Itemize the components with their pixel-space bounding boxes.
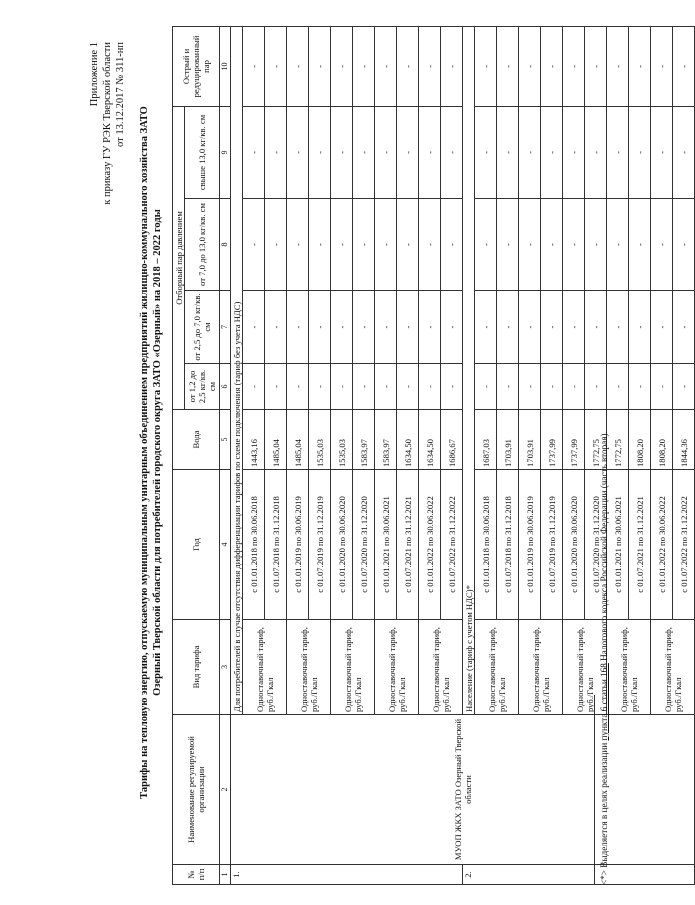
empty-value: -: [419, 291, 441, 364]
section-row: [231, 26, 243, 884]
empty-value: -: [375, 199, 397, 291]
empty-value: -: [497, 364, 519, 410]
header-sharp-steam: Острый и редуцированный пар: [173, 26, 220, 106]
empty-value: -: [309, 106, 331, 198]
empty-value: -: [585, 106, 607, 198]
empty-value: -: [287, 364, 309, 410]
header-org: Наименование регулируемой организации: [173, 715, 220, 865]
empty-value: -: [353, 291, 375, 364]
period: с 01.01.2020 по 30.06.2020: [563, 470, 585, 620]
empty-value: -: [419, 26, 441, 106]
water-tariff: 1844,36: [673, 410, 695, 470]
empty-value: -: [309, 364, 331, 410]
empty-value: -: [441, 106, 463, 198]
water-tariff: 1808,20: [651, 410, 673, 470]
water-tariff: 1634,50: [419, 410, 441, 470]
tariff-type: Одноставочный тариф, руб./Гкал: [475, 620, 519, 715]
tariff-type: Одноставочный тариф, руб./Гкал: [563, 620, 607, 715]
empty-value: -: [265, 199, 287, 291]
empty-value: -: [375, 291, 397, 364]
period: с 01.01.2019 по 30.06.2019: [519, 470, 541, 620]
empty-value: -: [651, 364, 673, 410]
empty-value: -: [265, 291, 287, 364]
empty-value: -: [673, 199, 695, 291]
table-header-row: [173, 26, 185, 884]
appendix-header: [88, 42, 127, 205]
empty-value: -: [629, 291, 651, 364]
empty-value: -: [375, 364, 397, 410]
empty-value: -: [375, 26, 397, 106]
empty-value: -: [519, 291, 541, 364]
empty-value: -: [497, 291, 519, 364]
footnote-divider: [594, 695, 595, 885]
tariff-type: Одноставочный тариф, руб./Гкал: [607, 620, 651, 715]
period: с 01.01.2020 по 30.06.2020: [331, 470, 353, 620]
empty-value: -: [243, 26, 265, 106]
empty-value: -: [497, 106, 519, 198]
water-tariff: 1535,03: [309, 410, 331, 470]
empty-value: -: [265, 364, 287, 410]
tax-code-link[interactable]: пункта 6 статьи 168: [599, 663, 609, 741]
empty-value: -: [419, 106, 441, 198]
empty-value: -: [441, 26, 463, 106]
empty-value: -: [397, 26, 419, 106]
water-tariff: 1583,97: [375, 410, 397, 470]
section-title: Население (тариф с учетом НДС)*: [463, 26, 475, 714]
empty-value: -: [353, 199, 375, 291]
period: с 01.07.2020 по 31.12.2020: [353, 470, 375, 620]
empty-value: -: [541, 364, 563, 410]
empty-value: -: [673, 364, 695, 410]
title-line-2: Озерный Тверской области для потребителей городского округа ЗАТО «Озерный» на 2018 – 2022 годы: [152, 209, 163, 696]
header-pressure-1: от 1,2 до 2,5 кг/кв. см: [185, 364, 220, 410]
empty-value: -: [541, 199, 563, 291]
empty-value: -: [331, 291, 353, 364]
appendix-label: Приложение 1: [89, 42, 100, 107]
empty-value: -: [309, 291, 331, 364]
tariff-type: Одноставочный тариф, руб./Гкал: [651, 620, 695, 715]
empty-value: -: [541, 291, 563, 364]
empty-value: -: [585, 199, 607, 291]
water-tariff: 1485,04: [287, 410, 309, 470]
empty-value: -: [563, 26, 585, 106]
empty-value: -: [607, 26, 629, 106]
organization-name: МУОП ЖКХ ЗАТО Озерный Тверской области: [231, 715, 695, 865]
header-pressure-4: свыше 13,0 кг/кв. см: [185, 106, 220, 198]
period: с 01.07.2021 по 31.12.2021: [397, 470, 419, 620]
header-water: Вода: [173, 410, 220, 470]
column-number-row: [220, 26, 231, 884]
col-number: 5: [220, 410, 231, 470]
empty-value: -: [475, 199, 497, 291]
water-tariff: 1737,99: [541, 410, 563, 470]
empty-value: -: [331, 106, 353, 198]
empty-value: -: [441, 291, 463, 364]
water-tariff: 1443,16: [243, 410, 265, 470]
empty-value: -: [519, 364, 541, 410]
empty-value: -: [243, 106, 265, 198]
empty-value: -: [353, 26, 375, 106]
empty-value: -: [541, 106, 563, 198]
title-line-1: Тарифы на тепловую энергию, отпускаемую муниципальным унитарным объединением предприятий жилищно-коммунального хозяйства ЗАТО: [139, 106, 150, 799]
water-tariff: 1737,99: [563, 410, 585, 470]
section-number: 2.: [463, 865, 695, 885]
empty-value: -: [629, 364, 651, 410]
section-number: 1.: [231, 865, 463, 885]
water-tariff: 1687,03: [475, 410, 497, 470]
col-number: 9: [220, 106, 231, 198]
empty-value: -: [331, 26, 353, 106]
empty-value: -: [629, 106, 651, 198]
empty-value: -: [375, 106, 397, 198]
footnote-text: <*> Выделяется в целях реализации: [599, 740, 609, 885]
empty-value: -: [607, 291, 629, 364]
header-tariff-type: Вид тарифа: [173, 620, 220, 715]
empty-value: -: [331, 364, 353, 410]
header-num: № п/п: [173, 865, 220, 885]
empty-value: -: [397, 106, 419, 198]
empty-value: -: [541, 26, 563, 106]
empty-value: -: [243, 291, 265, 364]
empty-value: -: [309, 199, 331, 291]
tariff-table: [172, 26, 695, 885]
water-tariff: 1703,91: [519, 410, 541, 470]
empty-value: -: [419, 364, 441, 410]
section-title: Для потребителей в случае отсутствия дифференциации тарифов по схеме подключения (тариф без учета НДС): [231, 26, 243, 714]
empty-value: -: [651, 106, 673, 198]
empty-value: -: [353, 364, 375, 410]
empty-value: -: [441, 199, 463, 291]
empty-value: -: [331, 199, 353, 291]
empty-value: -: [475, 26, 497, 106]
water-tariff: 1634,50: [397, 410, 419, 470]
period: с 01.01.2022 по 30.06.2022: [419, 470, 441, 620]
document-title: [138, 0, 164, 905]
empty-value: -: [475, 291, 497, 364]
order-date: от 13.12.2017 № 311-нп: [115, 42, 126, 147]
empty-value: -: [243, 199, 265, 291]
water-tariff: 1583,97: [353, 410, 375, 470]
order-reference: к приказу ГУ РЭК Тверской области: [102, 42, 113, 205]
period: с 01.07.2018 по 31.12.2018: [497, 470, 519, 620]
empty-value: -: [519, 26, 541, 106]
empty-value: -: [475, 106, 497, 198]
col-number: 4: [220, 470, 231, 620]
period: с 01.01.2022 по 30.06.2022: [651, 470, 673, 620]
water-tariff: 1808,20: [629, 410, 651, 470]
header-steam: Отборный пар давлением: [173, 106, 185, 409]
empty-value: -: [265, 106, 287, 198]
empty-value: -: [585, 291, 607, 364]
header-year: Год: [173, 470, 220, 620]
col-number: 3: [220, 620, 231, 715]
empty-value: -: [519, 106, 541, 198]
empty-value: -: [673, 106, 695, 198]
col-number: 6: [220, 364, 231, 410]
col-number: 8: [220, 199, 231, 291]
water-tariff: 1535,03: [331, 410, 353, 470]
empty-value: -: [673, 26, 695, 106]
col-number: 10: [220, 26, 231, 106]
tariff-type: Одноставочный тариф, руб./Гкал: [243, 620, 287, 715]
header-pressure-3: от 7,0 до 13,0 кг/кв. см: [185, 199, 220, 291]
period: с 01.07.2018 по 31.12.2018: [265, 470, 287, 620]
tariff-type: Одноставочный тариф, руб./Гкал: [331, 620, 375, 715]
period: с 01.01.2018 по 30.06.2018: [243, 470, 265, 620]
empty-value: -: [629, 26, 651, 106]
tariff-type: Одноставочный тариф, руб./Гкал: [419, 620, 463, 715]
empty-value: -: [497, 26, 519, 106]
tariff-type: Одноставочный тариф, руб./Гкал: [287, 620, 331, 715]
empty-value: -: [563, 364, 585, 410]
water-tariff: 1772,75: [585, 410, 607, 470]
tariff-type: Одноставочный тариф, руб./Гкал: [375, 620, 419, 715]
empty-value: -: [629, 199, 651, 291]
footnote: [599, 431, 609, 885]
period: с 01.07.2019 по 31.12.2019: [541, 470, 563, 620]
col-number: 2: [220, 715, 231, 865]
empty-value: -: [287, 26, 309, 106]
empty-value: -: [607, 364, 629, 410]
empty-value: -: [397, 364, 419, 410]
empty-value: -: [287, 106, 309, 198]
empty-value: -: [519, 199, 541, 291]
water-tariff: 1772,75: [607, 410, 629, 470]
empty-value: -: [607, 106, 629, 198]
water-tariff: 1686,67: [441, 410, 463, 470]
empty-value: -: [475, 364, 497, 410]
empty-value: -: [651, 199, 673, 291]
empty-value: -: [243, 364, 265, 410]
period: с 01.01.2018 по 30.06.2018: [475, 470, 497, 620]
empty-value: -: [585, 26, 607, 106]
period: с 01.07.2022 по 31.12.2022: [673, 470, 695, 620]
empty-value: -: [673, 291, 695, 364]
tariff-type: Одноставочный тариф, руб./Гкал: [519, 620, 563, 715]
empty-value: -: [585, 364, 607, 410]
footnote-text-end: Налогового кодекса Российской Федерации (часть вторая).: [599, 431, 609, 664]
empty-value: -: [563, 199, 585, 291]
empty-value: -: [563, 291, 585, 364]
empty-value: -: [441, 364, 463, 410]
empty-value: -: [563, 106, 585, 198]
period: с 01.07.2020 по 31.12.2020: [585, 470, 607, 620]
empty-value: -: [651, 26, 673, 106]
header-pressure-2: от 2,5 до 7,0 кг/кв. см: [185, 291, 220, 364]
empty-value: -: [607, 199, 629, 291]
water-tariff: 1485,04: [265, 410, 287, 470]
period: с 01.01.2021 по 30.06.2021: [375, 470, 397, 620]
empty-value: -: [353, 106, 375, 198]
empty-value: -: [309, 26, 331, 106]
col-number: 1: [220, 865, 231, 885]
empty-value: -: [397, 199, 419, 291]
period: с 01.01.2019 по 30.06.2019: [287, 470, 309, 620]
period: с 01.07.2022 по 31.12.2022: [441, 470, 463, 620]
tariff-table-body: [173, 26, 695, 884]
water-tariff: 1703,91: [497, 410, 519, 470]
empty-value: -: [287, 199, 309, 291]
empty-value: -: [397, 291, 419, 364]
period: с 01.01.2021 по 30.06.2021: [607, 470, 629, 620]
empty-value: -: [651, 291, 673, 364]
empty-value: -: [265, 26, 287, 106]
period: с 01.07.2021 по 31.12.2021: [629, 470, 651, 620]
period: с 01.07.2019 по 31.12.2019: [309, 470, 331, 620]
col-number: 7: [220, 291, 231, 364]
empty-value: -: [497, 199, 519, 291]
empty-value: -: [419, 199, 441, 291]
empty-value: -: [287, 291, 309, 364]
